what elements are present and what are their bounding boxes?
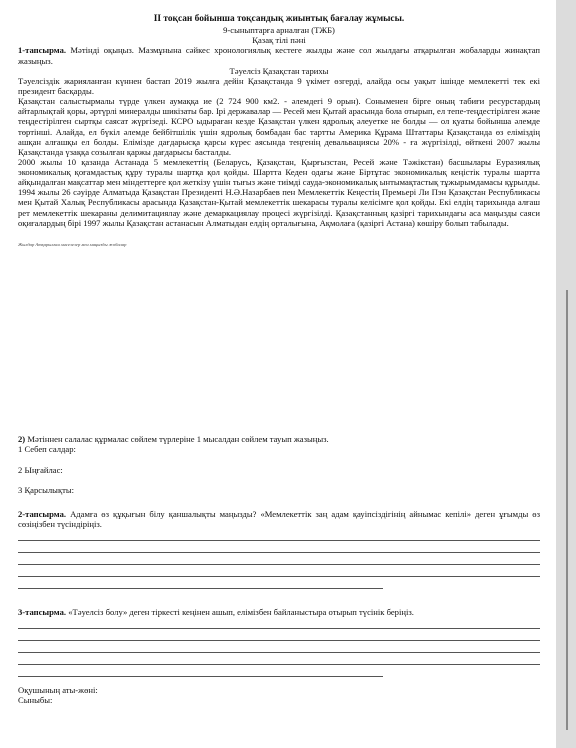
text-paragraph-3: 2000 жылы 10 қазанда Астанада 5 мемлекеттің (Беларусь, Қазақстан, Қырғызстан, Ресей және Тәжікстан) басшылары Еуразиялық экономикалық қоғамдастық құру туралы шартқа қол қойды. Шартта Кеден одағы және Біртұтас экономикалық кеңістік туралы шартта айқындалған мақсаттар мен міндеттерге қол жеткізу үшін тығыз және тиімді сауда-экономикалық ынтымақтастық тұжырымдамасы құрылды. 1994 жылы 26 сәуірде Алматыда Қазақстан Президенті Н.Ә.Назарбаев пен Мемлекеттік Кеңестің Премьері Ли Пэн Қазақстан Республикасы мен Қытай Халық Республикасы арасында Қазақстан-Қытай мемлекеттік шекарасы туралы келісімге қол қойды. Екі елдің тарихында алғаш рет мемлекеттік шекараны делимитациялау және демаркациялау процесі жүргізілді. Қазақстанның қазіргі тарихындағы аса маңызды саяси оқиғалардың бірі 1997 жылы Қазақстан астанасын Алматыдан елдің орталығына, Ақмолаға (қазіргі Астана) көшіру болып табылады. [18, 156, 540, 228]
task3-label: 3-тапсырма. [18, 607, 67, 618]
scroll-edge [566, 290, 568, 730]
task1-label: 1-тапсырма. [18, 45, 67, 56]
page-title: II тоқсан бойынша тоқсандық жиынтық бағалау жұмысы. [153, 14, 405, 24]
task3-instruction [18, 607, 540, 617]
task2b-instruction [18, 509, 540, 529]
text-paragraph-1: Тәуелсіздік жарияланған күннен бастап 2019 жылға дейін Қазақстанда 9 үкімет өзгерді, алайда осы уақыт ішінде мемлекетті тек екі президент басқарды. [18, 75, 540, 96]
answer-item-contrast: 3 Қарсылықты: [18, 484, 75, 495]
subject-name: Қазақ тілі пәні [252, 35, 306, 46]
answer-line[interactable] [18, 565, 540, 577]
answer-line[interactable] [18, 641, 540, 653]
answer-line[interactable] [18, 629, 540, 641]
task3-text: «Тәуелсіз болу» деген тіркесті кеңінен ашып, елімізбен байланыстыра отырып түсінік беріңіз. [68, 607, 414, 618]
task2b-label: 2-тапсырма. [18, 508, 67, 519]
table-footnote: Жылдар Атқарылған мәселелер мен маңызды жобалар [18, 241, 127, 247]
answer-line[interactable] [18, 653, 540, 665]
answer-line[interactable] [18, 553, 540, 565]
text-title: Тәуелсіз Қазақстан тарихы [229, 65, 329, 76]
answer-line[interactable] [18, 665, 383, 677]
task2-instruction [18, 434, 540, 444]
answer-line[interactable] [18, 617, 540, 629]
task1-instruction-text: Мәтінді оқыңыз. Мазмұнына сәйкес хронологиялық кестеге жылды және сол жылдағы атқарылған жобаларды жинақтап жазыңыз. [18, 45, 540, 66]
answer-item-additive: 2 Ыңғайлас: [18, 464, 63, 475]
answer-line[interactable] [18, 529, 540, 541]
answer-line[interactable] [18, 577, 383, 589]
page-subtitle: 9-сыныптарға арналған (ТЖБ) [223, 25, 335, 36]
task2-label: 2) [18, 434, 26, 445]
class-label: Сыныбы: [18, 695, 53, 706]
task1-instruction [18, 45, 540, 65]
task2-instruction-text: Мәтіннен салалас құрмалас сөйлем түрлеріне 1 мысалдан сөйлем тауып жазыңыз. [27, 434, 329, 445]
text-paragraph-2: Қазақстан салыстырмалы түрде үлкен аумаққа ие (2 724 900 км2. - әлемдегі 9 орын). Соныменен бірге оның табиғи ресурстардың айтарлықтай қоры, әртүрлі минералды шикізаты бар. Ірі державалар — Ресей мен Қытай арасында бола отырып, ел тепе-теңдестірілген және теңдестірілген сыртқы саясат жүргізеді. КСРО ыдыраған кезде Қазақстан үлкен ядролық әлеуетке не болды — ол қуаты бойынша әлемде төртінші. Алайда, ел бүкіл әлемде бейбітшілік үшін ядролық бомбадан бас тартты Америка Құрама Штаттары Қазақстанда өз еліміздің ашқан алғашқы ел болды. Елімізде дағдарысқа қарсы күрес аясында теңгенің девальвациясы 20% - ға жүргізілді, өйткені 2007 жылы Қазақстанда үзаққа созылған қаржы дағдарысы басталды. [18, 96, 540, 157]
student-name-label: Оқушының аты-жөні: [18, 685, 98, 696]
answer-line[interactable] [18, 541, 540, 553]
answer-item-cause: 1 Себеп салдар: [18, 444, 76, 455]
task2b-text: Адамға өз құқығын білу қаншалықты маңызды? «Мемлекеттік заң адам қауіпсіздігінің айнымас кепілі» деген ұғымды өз сөзіңізбен түсіндіріңіз. [18, 508, 540, 530]
